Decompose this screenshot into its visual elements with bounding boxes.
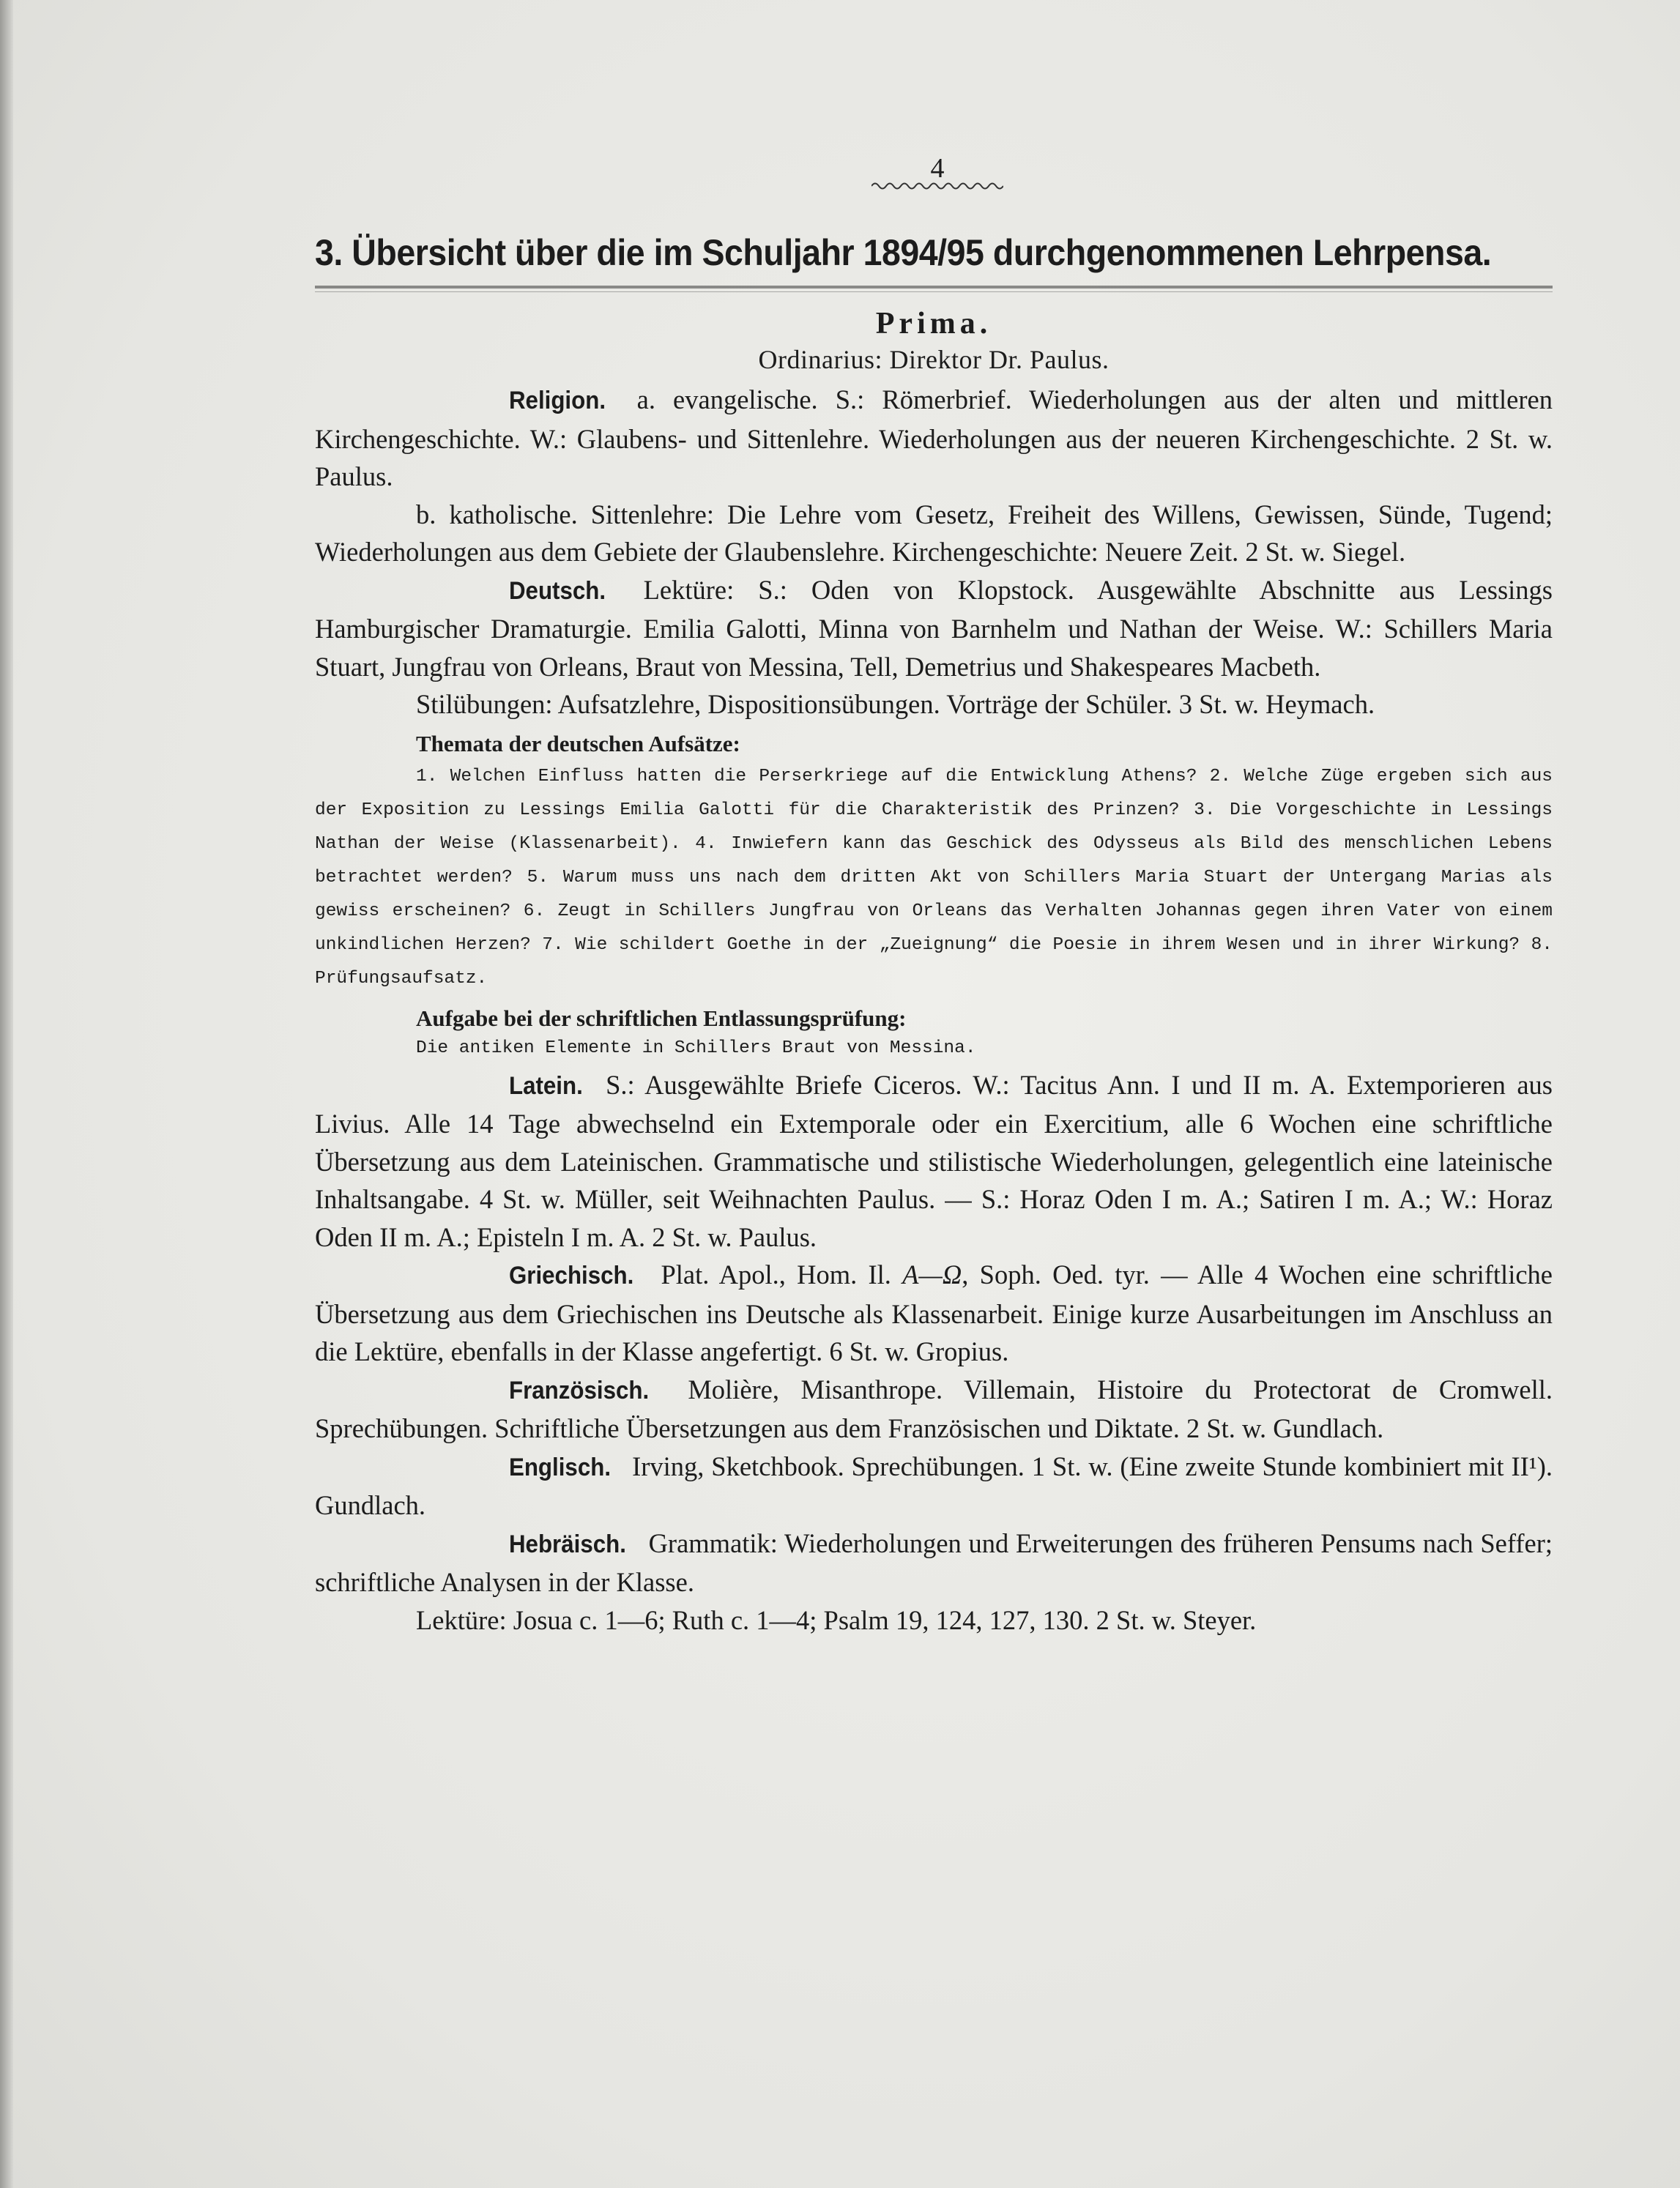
- curriculum-body: [315, 381, 1553, 1639]
- class-heading: Prima.: [875, 307, 992, 341]
- franzoesisch-text: Molière, Misanthrope. Villemain, Histoire du Protectorat de Cromwell. Sprechübungen. Schriftliche Übersetzungen aus dem Französischen und Diktate. 2 St. w. Gundlach.: [315, 1374, 1553, 1443]
- latein-paragraph: [315, 1066, 1553, 1257]
- ordinarius-line: Ordinarius: Direktor Dr. Paulus.: [758, 345, 1110, 374]
- religion-paragraph: [315, 381, 1553, 496]
- page-edge-shadow: [0, 0, 13, 2188]
- religion-part-a: a. evangelische. S.: Römerbrief. Wiederholungen aus der alten und mittleren Kirchengeschichte. W.: Glaubens- und Sittenlehre. Wiederholungen aus der neueren Kirchengeschichte. 2 St. w. Paulus.: [315, 384, 1553, 491]
- subject-englisch: Englisch.: [508, 1453, 612, 1481]
- religion-paragraph-b: [315, 496, 1553, 571]
- title-rule-thin: [315, 291, 1553, 292]
- aufgabe-heading: Aufgabe bei der schriftlichen Entlassungsprüfung:: [416, 1005, 907, 1031]
- hebraeisch-lektuere-paragraph: [315, 1601, 1553, 1640]
- englisch-text: Irving, Sketchbook. Sprechübungen. 1 St. w. (Eine zweite Stunde kombiniert mit II¹). Gundlach.: [315, 1451, 1553, 1520]
- themata-heading: Themata der deutschen Aufsätze:: [416, 730, 740, 756]
- griechisch-paragraph: [315, 1256, 1553, 1371]
- subject-hebraeisch: Hebräisch.: [508, 1530, 626, 1558]
- latein-text: S.: Ausgewählte Briefe Ciceros. W.: Tacitus Ann. I und II m. A. Extemporieren aus Livius. Alle 14 Tage abwechselnd ein Extemporale oder ein Exercitium, alle 6 Wochen eine schriftliche Übersetzung aus dem Lateinischen. Grammatische und stilistische Wiederholungen, gelegentlich eine lateinische Inhaltsangabe. 4 St. w. Müller, seit Weihnachten Paulus. — S.: Horaz Oden I m. A.; Satiren I m. A.; W.: Horaz Oden II m. A.; Episteln I m. A. 2 St. w. Paulus.: [315, 1069, 1553, 1252]
- section-title: 3. Übersicht über die im Schuljahr 1894/95 durchgenommenen Lehrpensa.: [315, 232, 1492, 273]
- subject-religion: Religion.: [508, 387, 606, 414]
- subject-griechisch: Griechisch.: [508, 1262, 634, 1290]
- subject-latein: Latein.: [508, 1071, 583, 1100]
- subject-franzoesisch: Französisch.: [508, 1376, 650, 1404]
- englisch-paragraph: [315, 1448, 1553, 1525]
- page-number: 4: [930, 153, 945, 184]
- griechisch-greek-range: Α—Ω: [902, 1259, 962, 1290]
- griechisch-text-after: , Soph. Oed. tyr. — Alle 4 Wochen eine schriftliche Übersetzung aus dem Griechischen ins Deutsche als Klassenarbeit. Einige kurze Ausarbeitungen im Anschluss an die Lektüre, ebenfalls in der Klasse angefertigt. 6 St. w. Gropius.: [315, 1259, 1553, 1366]
- religion-part-b: b. katholische. Sittenlehre: Die Lehre vom Gesetz, Freiheit des Willens, Gewissen, Sünde, Tugend; Wiederholungen aus dem Gebiete der Glaubenslehre. Kirchengeschichte: Neuere Zeit. 2 St. w. Siegel.: [315, 499, 1553, 567]
- deutsch-text: Lektüre: S.: Oden von Klopstock. Ausgewählte Abschnitte aus Lessings Hamburgischer Dramaturgie. Emilia Galotti, Minna von Barnhelm und Nathan der Weise. W.: Schillers Maria Stuart, Jungfrau von Orleans, Braut von Messina, Tell, Demetrius und Shakespeares Macbeth.: [315, 574, 1553, 682]
- deutsch-stil: Stilübungen: Aufsatzlehre, Dispositionsübungen. Vorträge der Schüler. 3 St. w. Heymach.: [416, 689, 1375, 719]
- hebraeisch-text: Grammatik: Wiederholungen und Erweiterungen des früheren Pensums nach Seffer; schriftliche Analysen in der Klasse.: [315, 1527, 1553, 1597]
- hebraeisch-paragraph: [315, 1525, 1553, 1601]
- deutsch-stil-paragraph: [315, 685, 1553, 723]
- wave-ornament: [871, 180, 1003, 192]
- aufgabe-text: Die antiken Elemente in Schillers Braut von Messina.: [416, 1038, 976, 1058]
- subject-deutsch: Deutsch.: [508, 576, 606, 605]
- griechisch-text-before: Plat. Apol., Hom. Il.: [661, 1259, 891, 1290]
- deutsch-paragraph: [315, 571, 1553, 686]
- franzoesisch-paragraph: [315, 1371, 1553, 1448]
- title-rule: [315, 286, 1553, 289]
- hebraeisch-lektuere: Lektüre: Josua c. 1—6; Ruth c. 1—4; Psalm 19, 124, 127, 130. 2 St. w. Steyer.: [416, 1604, 1257, 1635]
- themata-list: 1. Welchen Einfluss hatten die Perserkriege auf die Entwicklung Athens? 2. Welche Züge ergeben sich aus der Exposition zu Lessings Emilia Galotti für die Charakteristik des Prinzen? 3. Die Vorgeschichte in Lessings Nathan der Weise (Klassenarbeit). 4. Inwiefern kann das Geschick des Odysseus als Bild des menschlichen Lebens betrachtet werden? 5. Warum muss uns nach dem dritten Akt von Schillers Maria Stuart der Untergang Marias als gewiss erscheinen? 6. Zeugt in Schillers Jungfrau von Orleans das Verhalten Johannas gegen ihren Vater von einem unkindlichen Herzen? 7. Wie schildert Goethe in der „Zueignung“ die Poesie in ihrem Wesen und in ihrer Wirkung? 8. Prüfungsaufsatz.: [315, 766, 1553, 989]
